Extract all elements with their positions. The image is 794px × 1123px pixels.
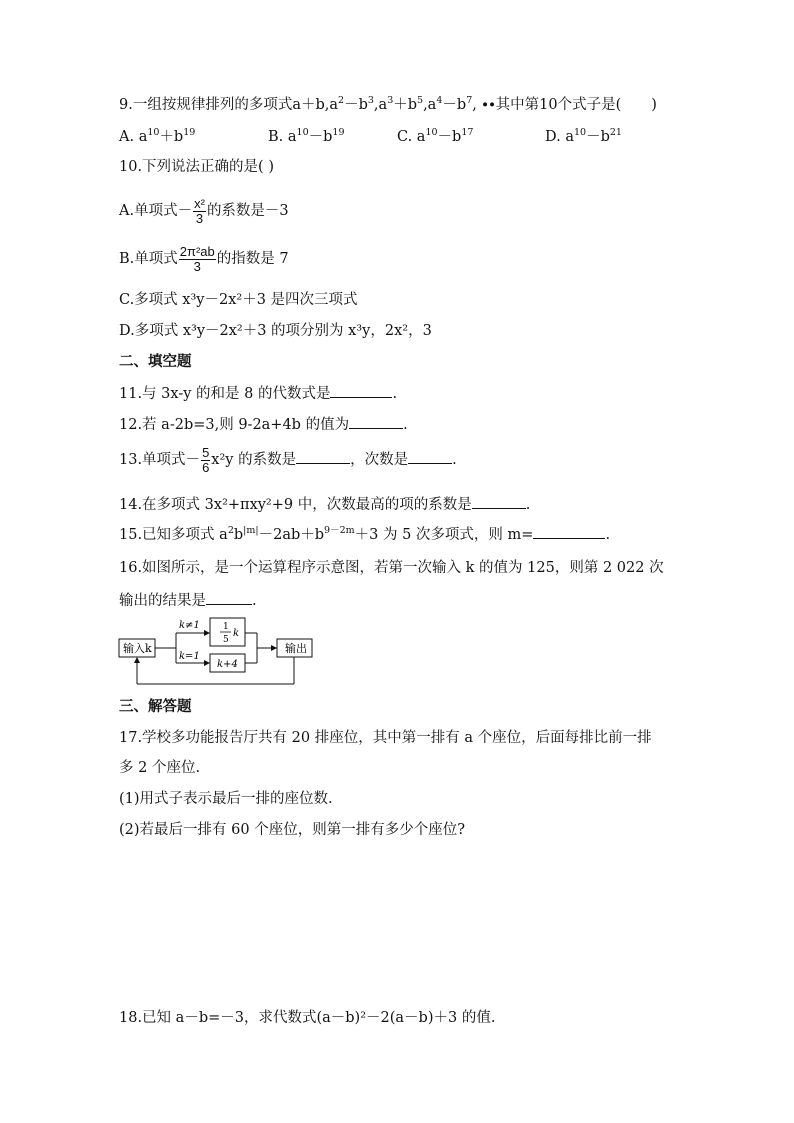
q15: 15.已知多项式 $a^2b^{|m|}-2ab+b^{9-2m}+3$ 为 5 次多项式，则 m= .: [119, 525, 611, 543]
add-label: k+4: [217, 659, 238, 670]
answer-blank[interactable]: [408, 449, 452, 464]
answer-blank[interactable]: [206, 590, 252, 605]
answer-blank[interactable]: [472, 494, 526, 509]
fraction: $\frac{5}{6}$: [202, 444, 210, 475]
q12: 12.若 a-2b=3,则 9-2a+4b 的值为 .: [119, 414, 408, 435]
q17-line1: 17.学校多功能报告厅共有 20 排座位，其中第一排有 a 个座位，后面每排比前一排: [119, 730, 652, 746]
q9-option-b[interactable]: B. $a^{10}-b^{19}$: [268, 127, 345, 145]
q10-option-b[interactable]: B.单项式 $\frac{\text{2π²ab}}{3}$ 的指数是 7: [119, 243, 289, 274]
q10-option-c[interactable]: C.多项式 x³y－2x²＋3 是四次三项式: [119, 292, 358, 308]
q10-stem: 10.下列说法正确的是( ): [119, 159, 274, 175]
q14: 14.在多项式 3x²+πxy²+9 中，次数最高的项的系数是 .: [119, 494, 530, 515]
q11: 11.与 3x-y 的和是 8 的代数式是 .: [119, 383, 397, 404]
svg-text:5: 5: [223, 635, 229, 645]
flowchart: [116, 612, 321, 690]
q17-sub1: (1)用式子表示最后一排的座位数.: [119, 791, 333, 807]
q16-line1: 16.如图所示，是一个运算程序示意图，若第一次输入 k 的值为 125，则第 2 022 次: [119, 560, 664, 576]
output-label: 输出: [285, 642, 307, 655]
section-heading-fill-blank: 二、填空题: [119, 354, 192, 370]
q13: 13.单项式－ $\frac{5}{6}$ x²y 的系数是 ，次数是 .: [119, 444, 457, 475]
answer-blank[interactable]: [330, 383, 392, 398]
q16-line2: 输出的结果是 .: [119, 590, 257, 611]
svg-text:1: 1: [223, 622, 229, 632]
q18: 18.已知 a－b=－3，求代数式(a－b)²－2(a－b)＋3 的值.: [119, 1010, 496, 1026]
answer-blank[interactable]: [533, 524, 605, 539]
q9-option-a[interactable]: A. $a^{10}+b^{19}$: [119, 127, 196, 145]
input-label: 输入k: [123, 642, 152, 655]
answer-blank[interactable]: [296, 449, 350, 464]
svg-text:k: k: [233, 628, 240, 639]
answer-blank[interactable]: [349, 414, 403, 429]
condition-one: k=1: [179, 651, 200, 662]
fraction: $\frac{\text{2π²ab}}{3}$: [179, 243, 215, 274]
q10-option-a[interactable]: A.单项式－ $\frac{\text{x²}}{3}$ 的系数是－3: [119, 195, 289, 226]
q17-line2: 多 2 个座位.: [119, 760, 201, 776]
fraction: $\frac{\text{x²}}{3}$: [194, 195, 205, 226]
q17-sub2: (2)若最后一排有 60 个座位，则第一排有多少个座位?: [119, 822, 465, 838]
q9-stem: 9.一组按规律排列的多项式$a+b,a^2-b^3,a^3+b^5,a^4-b^7$, ∙∙其中第10个式子是( ): [119, 95, 657, 113]
section-heading-answer: 三、解答题: [119, 699, 192, 715]
q9-option-c[interactable]: C. $a^{10}-b^{17}$: [397, 127, 474, 145]
condition-not-one: k≠1: [179, 620, 200, 631]
q9-stem-text: 9.一组按规律排列的多项式: [119, 97, 293, 113]
q9-option-d[interactable]: D. $a^{10}-b^{21}$: [545, 127, 622, 145]
q10-option-d[interactable]: D.多项式 x³y－2x²＋3 的项分别为 x³y，2x²，3: [119, 323, 432, 339]
